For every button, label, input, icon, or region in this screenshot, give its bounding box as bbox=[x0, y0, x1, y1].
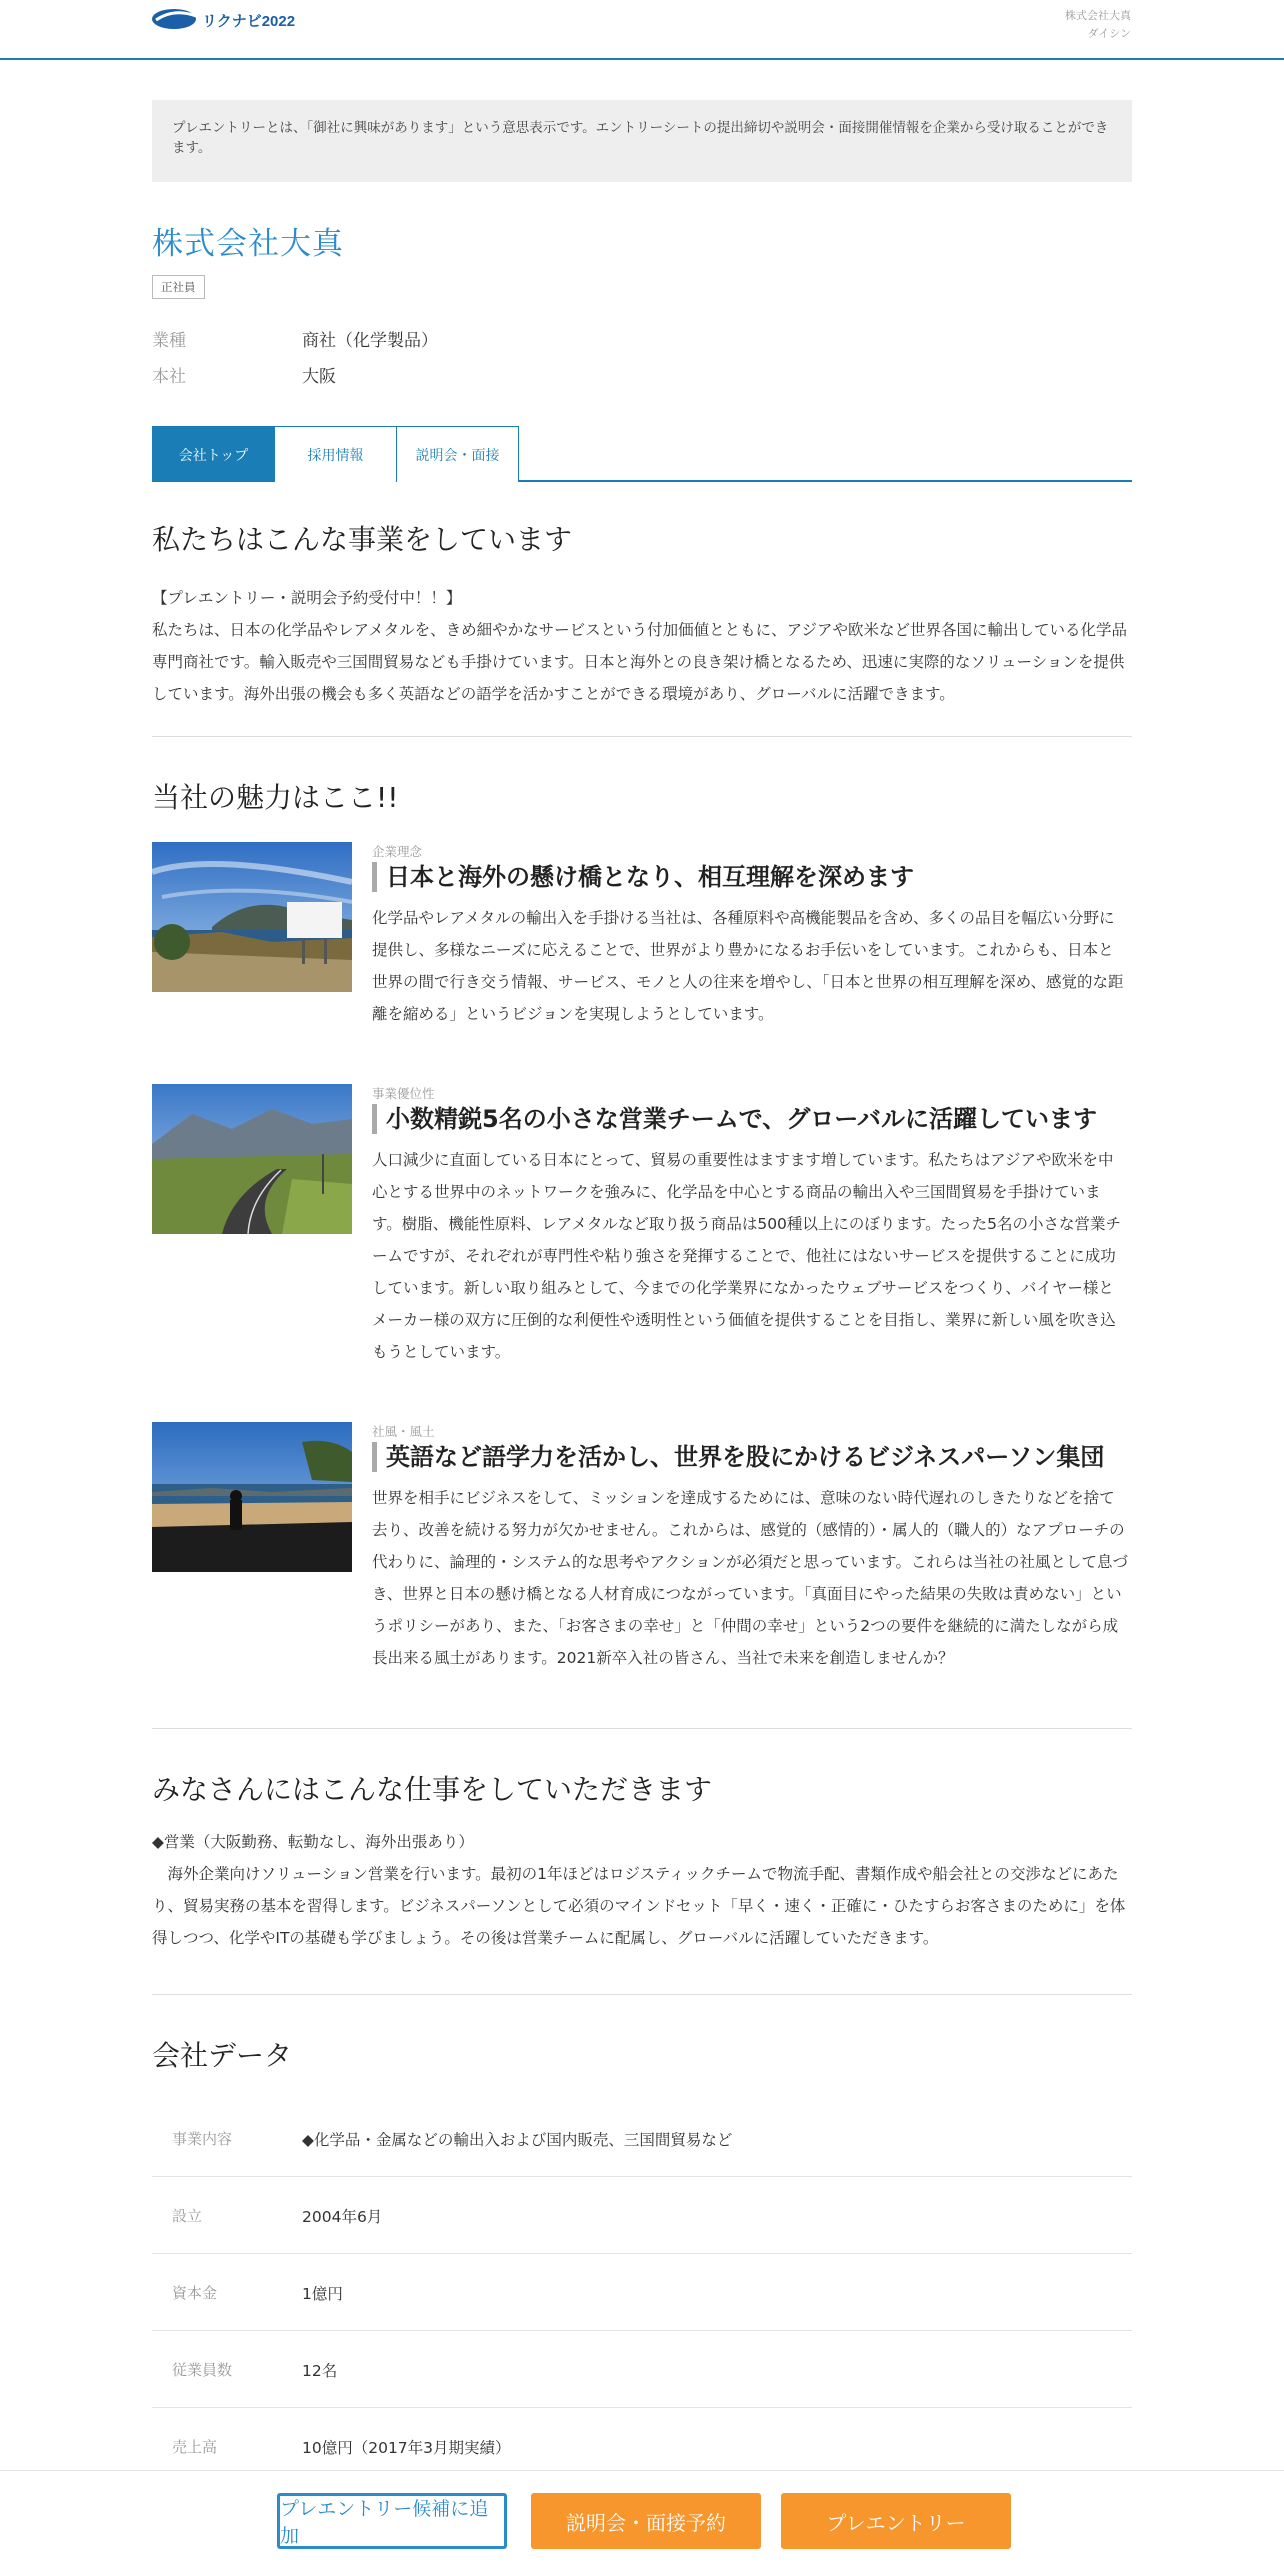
feature-image-coast bbox=[152, 842, 352, 992]
work-section-title: みなさんにはこんな仕事をしていただきます bbox=[152, 1773, 713, 1806]
svg-text:リクナビ2022: リクナビ2022 bbox=[202, 13, 296, 30]
headquarters-label: 本社 bbox=[152, 367, 186, 387]
feature-image-road bbox=[152, 1084, 352, 1234]
feature-title: 日本と海外の懸け橋となり、相互理解を深めます bbox=[372, 862, 914, 892]
header-company-name: 株式会社大真 bbox=[1065, 9, 1131, 22]
data-label: 従業員数 bbox=[172, 2361, 233, 2379]
section-divider bbox=[152, 1728, 1132, 1729]
pre-entry-button[interactable]: プレエントリー bbox=[781, 2493, 1011, 2549]
data-label: 事業内容 bbox=[172, 2130, 233, 2148]
employment-type-badge: 正社員 bbox=[152, 275, 205, 299]
rikunabi-logo[interactable] bbox=[152, 4, 302, 34]
tab-recruitment-info[interactable]: 採用情報 bbox=[274, 426, 397, 482]
feature-category: 社風・風土 bbox=[372, 1424, 435, 1439]
company-data-row bbox=[152, 2100, 1132, 2177]
company-data-row bbox=[152, 2331, 1132, 2408]
work-lead: ◆営業（大阪勤務、転勤なし、海外出張あり） bbox=[152, 1833, 474, 1851]
company-name: 株式会社大真 bbox=[152, 226, 344, 262]
work-description bbox=[152, 1826, 1132, 1954]
feature-text: 化学品やレアメタルの輸出入を手掛ける当社は、各種原料や高機能製品を含め、多くの品目を幅広い分野に提供し、多様なニーズに応えることで、世界がより豊かになるお手伝いをしています。これからも、日本と世界の間で行き交う情報、サービス、モノと人の往来を増やし、「日本と世界の相互理解を深め、感覚的な距離を縮める」というビジョンを実現しようとしています。 bbox=[372, 909, 1124, 1023]
headquarters-value: 大阪 bbox=[302, 367, 336, 387]
data-value: 12名 bbox=[302, 2362, 338, 2380]
section-divider bbox=[152, 736, 1132, 737]
company-data-row bbox=[152, 2254, 1132, 2331]
data-value: 2004年6月 bbox=[302, 2208, 383, 2226]
business-description bbox=[152, 582, 1132, 710]
company-data-row bbox=[152, 2177, 1132, 2254]
business-lead: 【プレエントリー・説明会予約受付中！！】 bbox=[152, 589, 462, 607]
company-data-title: 会社データ bbox=[152, 2039, 293, 2072]
appeal-section-title: 当社の魅力はここ!! bbox=[152, 781, 399, 814]
business-text: 私たちは、日本の化学品やレアメタルを、きめ細やかなサービスという付加価値とともに、アジアや欧米など世界各国に輸出している化学品専門商社です。輸入販売や三国間貿易なども手掛けています。日本と海外との良き架け橋となるため、迅速に実際的なソリューションを提供しています。海外出張の機会も多く英語などの語学を活かすことができる環境があり、グローバルに活躍できます。 bbox=[152, 621, 1127, 703]
bottom-action-bar bbox=[0, 2470, 1284, 2568]
work-text: 海外企業向けソリューション営業を行います。最初の1年ほどはロジスティックチームで物流手配、書類作成や船会社との交渉などにあたり、貿易実務の基本を習得します。ビジネスパーソンとして必須のマインドセット「早く・速く・正確に・ひたすらお客さまのために」を体得しつつ、化学やITの基礎も学びましょう。その後は営業チームに配属し、グローバルに活躍していただきます。 bbox=[152, 1865, 1126, 1947]
feature-title: 英語など語学力を活かし、世界を股にかけるビジネスパーソン集団 bbox=[372, 1442, 1104, 1472]
data-value: 1億円 bbox=[302, 2285, 343, 2303]
feature-category: 企業理念 bbox=[372, 844, 423, 859]
seminar-reservation-button[interactable]: 説明会・面接予約 bbox=[531, 2493, 761, 2549]
tab-company-top[interactable]: 会社トップ bbox=[152, 426, 275, 482]
feature-text: 人口減少に直面している日本にとって、貿易の重要性はますます増しています。私たちはアジアや欧米を中心とする世界中のネットワークを強みに、化学品を中心とする商品の輸出入や三国間貿易を手掛けています。樹脂、機能性原料、レアメタルなど取り扱う商品は500種以上にのぼります。たった5名の小さな営業チームですが、それぞれが専門性や粘り強さを発揮することで、他社にはないサービスを提供することに成功しています。新しい取り組みとして、今までの化学業界になかったウェブサービスをつくり、バイヤー様とメーカー様の双方に圧倒的な利便性や透明性という価値を提供することを目指し、業界に新しい風を吹き込もうとしています。 bbox=[372, 1151, 1122, 1361]
site-header bbox=[0, 0, 1284, 60]
data-label: 売上高 bbox=[172, 2438, 218, 2456]
add-pre-entry-candidate-button[interactable]: プレエントリー候補に追加 bbox=[277, 2493, 507, 2549]
industry-value: 商社（化学製品） bbox=[302, 331, 438, 351]
data-value: 10億円（2017年3月期実績） bbox=[302, 2439, 511, 2457]
tab-seminar-interview[interactable]: 説明会・面接 bbox=[396, 426, 519, 482]
header-company-info bbox=[1065, 7, 1131, 43]
feature-text: 世界を相手にビジネスをして、ミッションを達成するためには、意味のない時代遅れのしきたりなどを捨て去り、改善を続ける努力が欠かせません。これからは、感覚的（感情的）・属人的（職人的）なアプローチの代わりに、論理的・システム的な思考やアクションが必須だと思っています。これらは当社の社風として息づき、世界と日本の懸け橋となる人材育成につながっています。「真面目にやった結果の失敗は責めない」というポリシーがあり、また、「お客さまの幸せ」と「仲間の幸せ」という2つの要件を継続的に満たしながら成長出来る風土があります。2021新卒入社の皆さん、当社で未来を創造しませんか？ bbox=[372, 1489, 1128, 1667]
data-label: 資本金 bbox=[172, 2284, 218, 2302]
pre-entry-notice: プレエントリーとは、「御社に興味があります」という意思表示です。エントリーシートの提出締切や説明会・面接開催情報を企業から受け取ることができます。 bbox=[152, 100, 1132, 182]
business-section-title: 私たちはこんな事業をしています bbox=[152, 523, 573, 556]
feature-image-beach bbox=[152, 1422, 352, 1572]
company-tabs bbox=[152, 426, 1132, 482]
section-divider bbox=[152, 1994, 1132, 1995]
header-company-kana: ダイシン bbox=[1087, 27, 1131, 40]
data-value: ◆化学品・金属などの輸出入および国内販売、三国間貿易など bbox=[302, 2131, 733, 2149]
feature-title: 小数精鋭5名の小さな営業チームで、グローバルに活躍しています bbox=[372, 1104, 1097, 1134]
feature-category: 事業優位性 bbox=[372, 1086, 435, 1101]
data-label: 設立 bbox=[172, 2207, 203, 2225]
industry-label: 業種 bbox=[152, 331, 186, 351]
